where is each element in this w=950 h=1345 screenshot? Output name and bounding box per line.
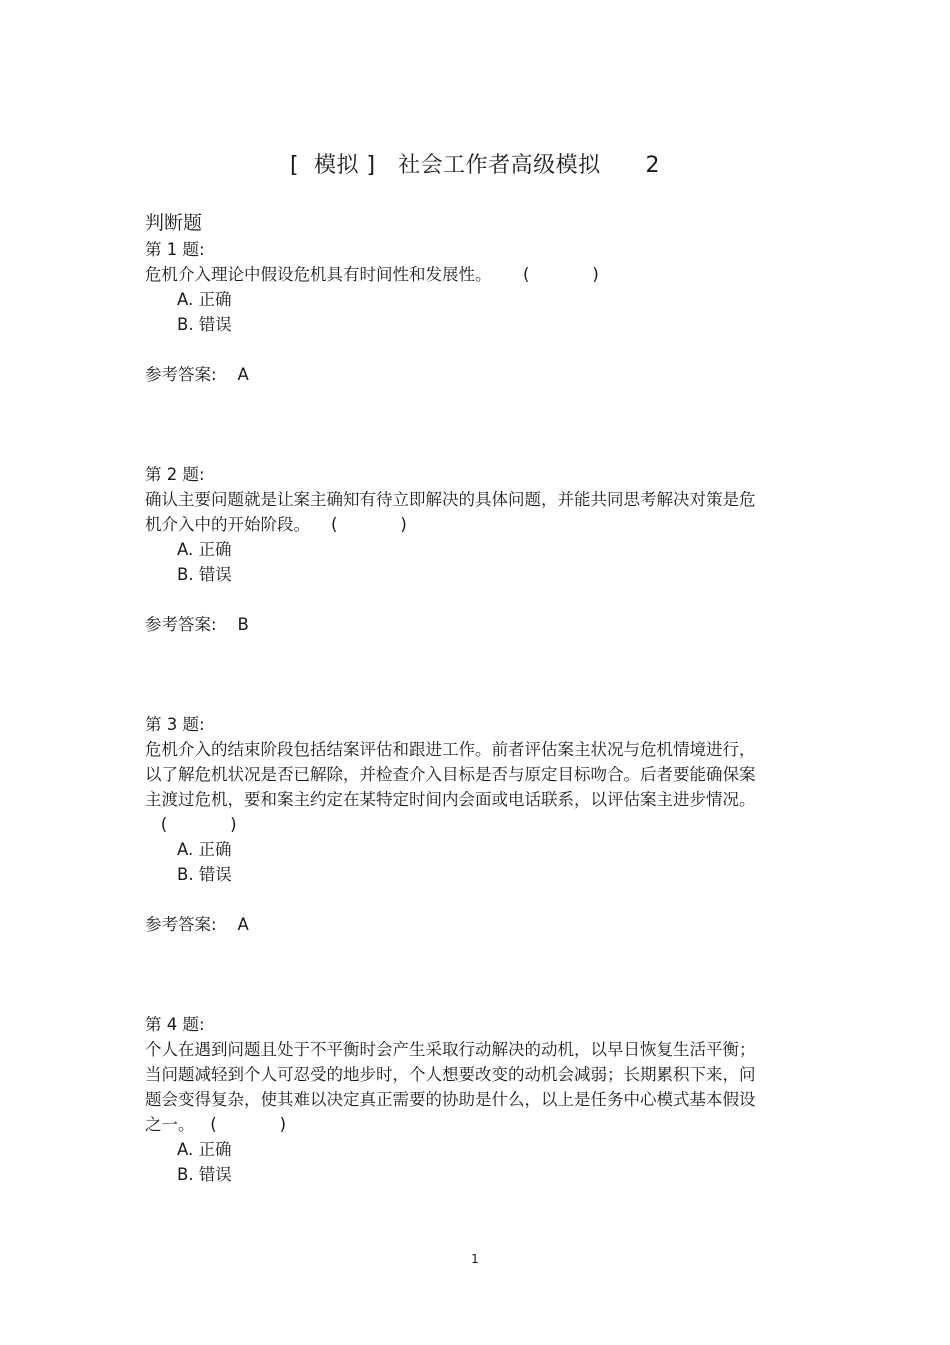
question-label: 第 2 题: <box>145 465 205 484</box>
option-a: A. 正确 <box>177 1140 232 1159</box>
question-2 <box>145 462 757 637</box>
question-3 <box>145 712 757 937</box>
option-b: B. 错误 <box>177 865 232 884</box>
reference-answer: 参考答案: A <box>145 365 249 384</box>
answer-blank: ( ) <box>145 815 237 834</box>
question-4 <box>145 1012 757 1187</box>
question-label: 第 1 题: <box>145 240 205 259</box>
option-b: B. 错误 <box>177 1165 232 1184</box>
question-1 <box>145 237 757 387</box>
reference-answer: 参考答案: A <box>145 915 249 934</box>
question-label: 第 4 题: <box>145 1015 205 1034</box>
reference-answer: 参考答案: B <box>145 615 249 634</box>
section-heading: 判断题 <box>145 212 203 234</box>
option-a: A. 正确 <box>177 840 232 859</box>
question-text: 确认主要问题就是让案主确知有待立即解决的具体问题，并能共同思考解决对策是危机介入中的开始阶段。 ( ) <box>145 490 756 534</box>
option-b: B. 错误 <box>177 565 232 584</box>
answer-blank: ( ) <box>310 515 407 534</box>
option-a: A. 正确 <box>177 540 232 559</box>
question-text: 危机介入理论中假设危机具有时间性和发展性。 ( ) <box>145 265 599 284</box>
page-number: 1 <box>471 1252 479 1266</box>
answer-blank: ( ) <box>194 1115 287 1134</box>
option-b: B. 错误 <box>177 315 232 334</box>
answer-blank: ( ) <box>491 265 599 284</box>
page-title: [ 模拟 ] 社会工作者高级模拟 2 <box>289 153 661 178</box>
question-text: 危机介入的结束阶段包括结案评估和跟进工作。前者评估案主状况与危机情境进行，以了解危机状况是否已解除，并检查介入目标是否与原定目标吻合。后者要能确保案主渡过危机，要和案主约定在某特定时间内会面或电话联系，以评估案主进步情况。 ( ) <box>145 740 756 834</box>
question-text: 个人在遇到问题且处于不平衡时会产生采取行动解决的动机，以早日恢复生活平衡；当问题减轻到个人可忍受的地步时，个人想要改变的动机会减弱；长期累积下来，问题会变得复杂，使其难以决定真正需要的协助是什么，以上是任务中心模式基本假设之一。 ( ) <box>145 1040 756 1134</box>
option-a: A. 正确 <box>177 290 232 309</box>
question-label: 第 3 题: <box>145 715 205 734</box>
